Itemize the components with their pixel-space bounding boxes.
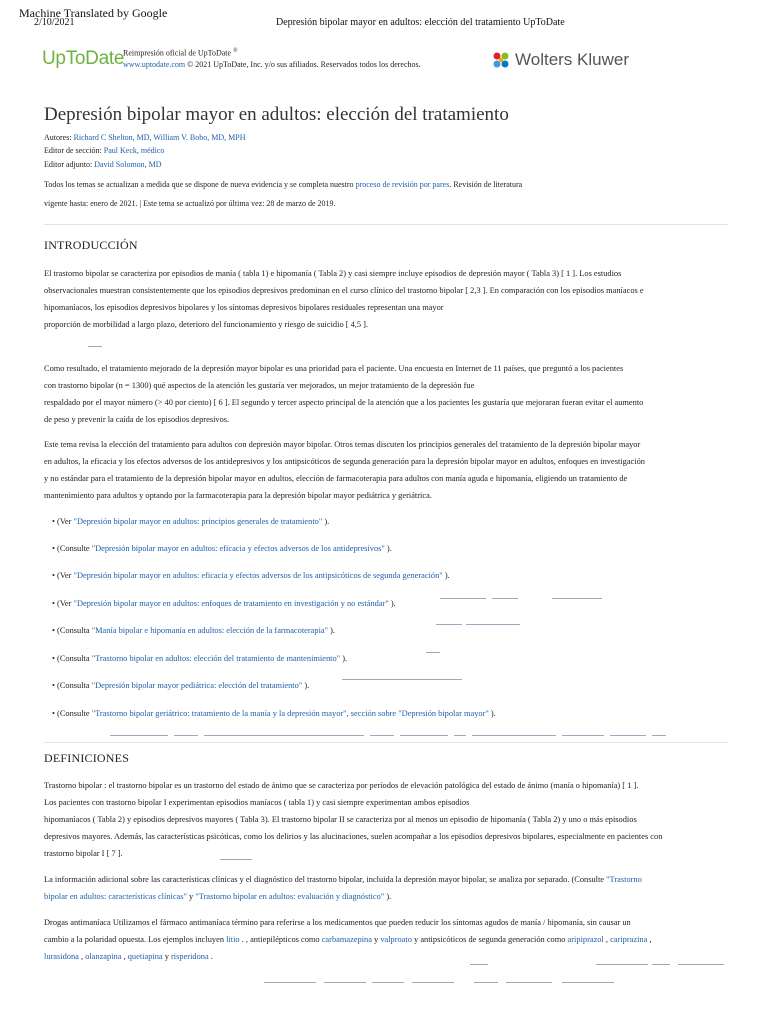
paragraph-text: . , antiepilépticos como: [239, 935, 322, 944]
section-editor-label: Editor de sección:: [44, 146, 104, 155]
drug-link-olanzapine[interactable]: olanzapina: [85, 952, 122, 961]
print-date: 2/10/2021: [34, 17, 75, 28]
text-line: con trastorno bipolar (n = 1300) qué aspectos de la atención les gustaría ver mejorados, un mejor tratamiento de la depresión fue: [44, 381, 475, 390]
see-also-suffix: ).: [388, 599, 396, 608]
see-also-prefix: • (Consulta: [52, 654, 92, 663]
text-line: [44, 871, 724, 888]
intro-heading: INTRODUCCIÓN: [44, 238, 138, 252]
link-underline: [342, 679, 462, 680]
link-underline: [436, 624, 462, 625]
reprint-line: Reimpresión oficial de UpToDate: [123, 48, 232, 58]
see-also-link[interactable]: "Depresión bipolar mayor en adultos: eficacia y efectos adversos de los antipsicóticos de segunda generación": [73, 571, 443, 580]
text-line: observacionales muestran consistentemente que los episodios depresivos predominan en el curso clínico del trastorno bipolar [ 2,3 ]. En comparación con los episodios maníacos e: [44, 286, 644, 295]
paragraph-text: y: [186, 892, 196, 901]
see-also-suffix: ).: [328, 626, 336, 635]
registered-mark: ®: [233, 48, 238, 54]
text-line: Drogas antimaníaca Utilizamos el fármaco antimaníaca término para referirse a los medicamentos que pueden reducir los síntomas agudos de manía / hipomanía, sin causar un: [44, 918, 631, 927]
peer-review-link[interactable]: proceso de revisión por pares: [355, 180, 450, 189]
authors-link[interactable]: Richard C Shelton, MD, William V. Bobo, MD, MPH: [73, 133, 246, 142]
see-also-item: [52, 517, 329, 526]
see-also-link[interactable]: "Depresión bipolar mayor en adultos: enfoques de tratamiento en investigación y no estándar": [73, 599, 389, 608]
see-also-link[interactable]: "Depresión bipolar mayor en adultos: eficacia y efectos adversos de los antidepresivos": [91, 544, 385, 553]
authors-line: [44, 133, 245, 142]
text-line: en adultos, la eficacia y los efectos adversos de los antidepresivos y los antipsicóticos de segunda generación para la depresión bipolar mayor en adultos, enfoques en investigación: [44, 457, 645, 466]
see-also-suffix: ).: [340, 654, 348, 663]
drug-link-cariprazine[interactable]: cariprazina: [610, 935, 648, 944]
text-line: hipomaníacos, los episodios depresivos bipolares y los síntomas depresivos bipolares residuales representan una mayor: [44, 303, 444, 312]
link-underline: [474, 982, 498, 983]
section-editor-line: [44, 146, 164, 155]
link-underline: [472, 735, 556, 736]
drug-link-lurasidone[interactable]: lurasidona: [44, 952, 79, 961]
text-line: Trastorno bipolar : el trastorno bipolar es un trastorno del estado de ánimo que se caracteriza por períodos de elevación patológica del estado de ánimo (manía o hipomanía) [ 1 ].: [44, 781, 639, 790]
current-through: vigente hasta: enero de 2021. | Este tema se actualizó por última vez: 28 de marzo de 2019.: [44, 199, 336, 208]
text-line: [44, 888, 724, 905]
link-underline: [596, 964, 648, 965]
link-underline: [220, 859, 252, 860]
link-underline: [610, 735, 646, 736]
see-also-prefix: • (Consulte: [52, 544, 92, 553]
literature-review-text: . Revisión de literatura: [449, 180, 523, 189]
see-also-link[interactable]: "Depresión bipolar mayor pediátrica: elección del tratamiento": [91, 681, 303, 690]
see-also-item: [52, 599, 396, 608]
text-line: Este tema revisa la elección del tratamiento para adultos con depresión mayor bipolar. Otros temas discuten los principios generales del tratamiento de la depresión bipolar mayor: [44, 440, 641, 449]
link-underline: [562, 735, 604, 736]
see-also-prefix: • (Ver: [52, 571, 74, 580]
wolters-kluwer-label: Wolters Kluwer: [515, 50, 629, 69]
text-line: respaldado por el mayor número (> 40 por ciento) [ 6 ]. El segundo y tercer aspecto principal de la atención que a los pacientes les gustaría que mejoraran fueran evitar el aumento: [44, 398, 644, 407]
clinical-features-link[interactable]: bipolar en adultos: características clínicas": [44, 892, 187, 901]
divider: [44, 224, 728, 225]
see-also-prefix: • (Consulta: [52, 626, 92, 635]
uptodate-logo[interactable]: UpToDate: [42, 48, 125, 69]
link-underline: [470, 964, 488, 965]
see-also-link[interactable]: "Trastorno bipolar geriátrico: tratamiento de la manía y la depresión mayor", sección sobre "Depresión bipolar mayor": [91, 709, 489, 718]
see-also-link[interactable]: "Depresión bipolar mayor en adultos: principios generales de tratamiento": [73, 517, 323, 526]
see-also-prefix: • (Ver: [52, 517, 74, 526]
link-underline: [370, 735, 394, 736]
link-underline: [652, 964, 670, 965]
link-underline: [506, 982, 552, 983]
see-also-suffix: ).: [302, 681, 310, 690]
link-underline: [412, 982, 454, 983]
see-also-item: [52, 571, 450, 580]
paragraph-text: ).: [384, 892, 392, 901]
link-underline: [466, 624, 520, 625]
divider: [44, 742, 728, 743]
text-line: depresivos mayores. Además, las características psicóticas, como los delirios y las alucinaciones, suelen acompañar a los episodios depresivos bipolares, especialmente en pacientes con: [44, 832, 663, 841]
machine-translation-watermark: Machine Translated by Google: [19, 6, 168, 20]
paragraph-text: y antipsicóticos de segunda generación como: [411, 935, 568, 944]
see-also-item: [52, 681, 309, 690]
deputy-editor-label: Editor adjunto:: [44, 160, 95, 169]
link-underline: [400, 735, 448, 736]
uptodate-site-link[interactable]: www.uptodate.com: [123, 59, 186, 69]
clinical-features-link[interactable]: "Trastorno: [606, 875, 642, 884]
intro-paragraph-2: [44, 360, 724, 428]
see-also-item: [52, 544, 392, 553]
authors-label: Autores:: [44, 133, 74, 142]
see-also-suffix: ).: [442, 571, 450, 580]
print-header-title: Depresión bipolar mayor en adultos: elección del tratamiento UpToDate: [276, 17, 565, 28]
drug-link-risperidone[interactable]: risperidona: [171, 952, 209, 961]
see-also-item: [52, 626, 335, 635]
link-underline: [324, 982, 366, 983]
wolters-kluwer-icon: [491, 50, 511, 70]
link-underline: [204, 735, 364, 736]
drug-link-carbamazepine[interactable]: carbamazepina: [321, 935, 372, 944]
definitions-paragraph-2: [44, 871, 724, 905]
deputy-editor-link[interactable]: David Solomon, MD: [94, 160, 162, 169]
link-underline: [440, 598, 486, 599]
text-line: Los pacientes con trastorno bipolar I experimentan episodios maníacos ( tabla 1) y casi siempre experimentan ambos episodios: [44, 798, 470, 807]
link-underline: [454, 735, 466, 736]
wolters-kluwer-logo[interactable]: [491, 50, 629, 70]
see-also-suffix: ).: [322, 517, 330, 526]
definitions-paragraph-1: [44, 777, 724, 862]
copyright-text: © 2021 UpToDate, Inc. y/o sus afiliados. Reservados todos los derechos.: [185, 59, 421, 69]
link-underline: [372, 982, 404, 983]
deputy-editor-line: [44, 160, 162, 169]
text-line: hipomaníacos ( Tabla 2) y episodios depresivos mayores ( Tabla 3). El trastorno bipolar II se caracteriza por al menos un episodio de hipomanía ( Tabla 2) y uno o más episodios: [44, 815, 637, 824]
see-also-link[interactable]: "Manía bipolar e hipomanía en adultos: elección de la farmacoterapia": [91, 626, 329, 635]
drug-link-valproate[interactable]: valproato: [380, 935, 412, 944]
link-underline: [426, 652, 440, 653]
see-also-item: [52, 709, 496, 718]
text-line: lurasidona , olanzapina , quetiapina y risperidona .: [44, 952, 213, 961]
see-also-suffix: ).: [384, 544, 392, 553]
text-line: de peso y prevenir la caída de los episodios depresivos.: [44, 415, 230, 424]
paragraph-text: y: [371, 935, 381, 944]
link-underline: [562, 982, 614, 983]
text-line: y no estándar para el tratamiento de la depresión bipolar mayor en adultos, elección de farmacoterapia para adultos con manía aguda e hipomanía, eligiendo un tratamiento de: [44, 474, 628, 483]
text-line: trastorno bipolar I [ 7 ].: [44, 849, 123, 858]
see-also-item: [52, 654, 347, 663]
text-line: mantenimiento para adultos y optando por la farmacoterapia para la depresión bipolar mayor pediátrica y geriátrica.: [44, 491, 432, 500]
see-also-suffix: ).: [488, 709, 496, 718]
link-underline: [110, 735, 168, 736]
update-notice: [44, 180, 522, 189]
paragraph-text: La información adicional sobre las características clínicas y el diagnóstico del trastorno bipolar, incluida la depresión mayor bipolar, se analiza por separado. (Consulte: [44, 875, 607, 884]
intro-paragraph-1: [44, 265, 724, 333]
reprint-notice: [123, 46, 421, 70]
diagnosis-link[interactable]: "Trastorno bipolar en adultos: evaluación y diagnóstico": [195, 892, 385, 901]
link-underline: [174, 735, 198, 736]
section-editor-link[interactable]: Paul Keck, médico: [103, 146, 165, 155]
link-underline: [652, 735, 666, 736]
text-line: proporción de morbilidad a largo plazo, deterioro del funcionamiento y riesgo de suicidio [ 4,5 ].: [44, 320, 369, 329]
update-text: Todos los temas se actualizan a medida que se dispone de nueva evidencia y se completa nuestro: [44, 180, 356, 189]
link-underline: [264, 982, 316, 983]
definitions-heading: DEFINICIONES: [44, 751, 130, 765]
link-underline: [88, 346, 102, 347]
drug-link-aripiprazole[interactable]: aripiprazol: [567, 935, 604, 944]
drug-link-quetiapine[interactable]: quetiapina: [127, 952, 163, 961]
article-title: Depresión bipolar mayor en adultos: elección del tratamiento: [44, 104, 509, 125]
link-underline: [492, 598, 518, 599]
text-line: Como resultado, el tratamiento mejorado de la depresión mayor bipolar es una prioridad para el paciente. Una encuesta en Internet de 11 países, que preguntó a los pacientes: [44, 364, 624, 373]
intro-paragraph-3: [44, 436, 724, 504]
text-line: cambio a la polaridad opuesta. Los ejemplos incluyen litio . , antiepilépticos como carbamazepina y valproato y antipsicóticos de segunda generación como aripiprazol , cariprazina ,: [44, 935, 652, 944]
see-also-prefix: • (Consulta: [52, 681, 92, 690]
see-also-link[interactable]: "Trastorno bipolar en adultos: elección del tratamiento de mantenimiento": [91, 654, 341, 663]
link-underline: [552, 598, 602, 599]
see-also-prefix: • (Consulte: [52, 709, 92, 718]
definitions-paragraph-3: [44, 914, 724, 965]
drug-link-lithium[interactable]: litio: [226, 935, 240, 944]
link-underline: [678, 964, 724, 965]
see-also-prefix: • (Ver: [52, 599, 74, 608]
paragraph-text: cambio a la polaridad opuesta. Los ejemplos incluyen: [44, 935, 227, 944]
text-line: El trastorno bipolar se caracteriza por episodios de manía ( tabla 1) e hipomanía ( Tabla 2) y casi siempre incluye episodios de depresión mayor ( Tabla 3) [ 1 ]. Los estudios: [44, 269, 622, 278]
